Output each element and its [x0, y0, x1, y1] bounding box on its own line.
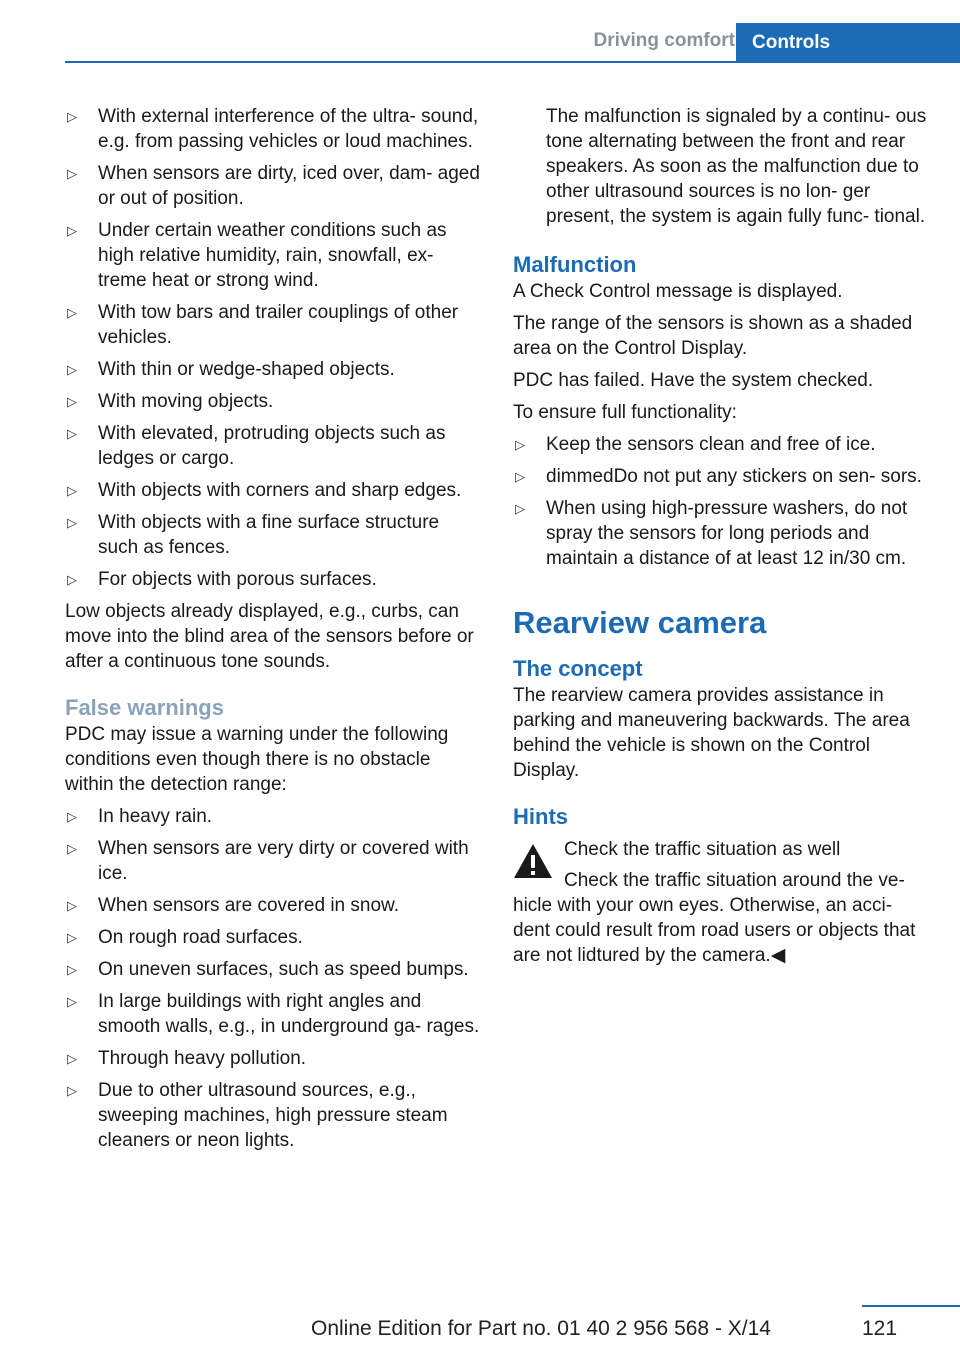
false-warnings-heading: False warnings: [65, 695, 224, 720]
concept-paragraph: The rearview camera provides assistance in parking and maneuvering backwards. The area behind the vehicle is shown on the Control Display.: [513, 685, 910, 781]
triangle-right-icon: ▷: [67, 962, 77, 977]
triangle-right-icon: ▷: [67, 572, 77, 587]
list-item: ▷ With objects with a fine surface structure such as fences.: [67, 512, 440, 558]
list-item: ▷ With tow bars and trailer couplings of other vehicles.: [67, 302, 459, 348]
malfunction-paragraph-2: The range of the sensors is shown as a shaded area on the Control Display.: [513, 313, 913, 359]
list-item: ▷ In heavy rain.: [67, 806, 213, 827]
triangle-right-icon: ▷: [67, 994, 77, 1009]
triangle-right-icon: ▷: [67, 305, 77, 320]
list-item: ▷ Through heavy pollution.: [67, 1048, 307, 1069]
section-title: Driving comfort: [593, 30, 735, 51]
warning-block: [513, 837, 928, 968]
footer-rule: [862, 1305, 960, 1307]
triangle-right-icon: ▷: [67, 898, 77, 913]
low-objects-paragraph: Low objects already displayed, e.g., curbs, can move into the blind area of the sensors before or after a continuous tone sounds.: [65, 601, 474, 672]
malfunction-signal-paragraph: The malfunction is signaled by a continu‐ ous tone alternating between the front and rear speakers. As soon as the malfunction due to other ultrasound sources is no lon‐ ger present, the system is again fully func‐ tional.: [546, 106, 927, 227]
malfunction-heading: Malfunction: [513, 252, 637, 277]
triangle-right-icon: ▷: [67, 1051, 77, 1066]
triangle-right-icon: ▷: [67, 1083, 77, 1098]
interference-list: [65, 104, 480, 592]
triangle-right-icon: ▷: [67, 515, 77, 530]
list-item: ▷ On rough road surfaces.: [67, 927, 303, 948]
triangle-right-icon: ▷: [67, 809, 77, 824]
warning-triangle-icon: [513, 843, 553, 879]
list-item: ▷ For objects with porous surfaces.: [67, 569, 377, 590]
left-column: [65, 104, 480, 1160]
false-warnings-intro: PDC may issue a warning under the following conditions even though there is no obstacle within the detection range:: [65, 724, 449, 795]
hints-heading: Hints: [513, 804, 568, 829]
triangle-right-icon: ▷: [67, 166, 77, 181]
list-item: ▷ When using high-pressure washers, do not spray the sensors for long periods and maintain a distance of at least 12 in/30 cm.: [515, 498, 908, 569]
triangle-right-icon: ▷: [67, 362, 77, 377]
list-item: ▷ With external interference of the ultra‐ sound, e.g. from passing vehicles or loud machines.: [67, 106, 479, 152]
list-item: ▷ When sensors are dirty, iced over, dam‐ aged or out of position.: [67, 163, 480, 209]
header-rule: [65, 61, 960, 63]
list-item: ▷ When sensors are very dirty or covered with ice.: [67, 838, 469, 884]
list-item: ▷ With moving objects.: [67, 391, 274, 412]
triangle-right-icon: ▷: [67, 109, 77, 124]
triangle-right-icon: ▷: [515, 437, 525, 452]
triangle-right-icon: ▷: [67, 223, 77, 238]
list-item: ▷ With thin or wedge-shaped objects.: [67, 359, 395, 380]
page-number: 121: [862, 1317, 898, 1340]
triangle-right-icon: ▷: [515, 501, 525, 516]
list-item: ▷ With elevated, protruding objects such as ledges or cargo.: [67, 423, 446, 469]
triangle-right-icon: ▷: [67, 930, 77, 945]
functionality-list: [513, 432, 928, 571]
concept-heading: The concept: [513, 656, 643, 681]
right-column: [513, 104, 928, 968]
malfunction-paragraph-4: To ensure full functionality:: [513, 402, 737, 423]
list-item: ▷ In large buildings with right angles and smooth walls, e.g., in underground ga‐ rages.: [67, 991, 480, 1037]
list-item: ▷ Due to other ultrasound sources, e.g., sweeping machines, high pressure steam cleaners or neon lights.: [67, 1080, 448, 1151]
chapter-tab: Controls: [736, 23, 960, 62]
list-item: ▷ Keep the sensors clean and free of ice.: [515, 434, 876, 455]
malfunction-paragraph-1: A Check Control message is displayed.: [513, 281, 843, 302]
triangle-right-icon: ▷: [67, 394, 77, 409]
page-header: [0, 0, 960, 62]
malfunction-paragraph-3: PDC has failed. Have the system checked.: [513, 370, 874, 391]
triangle-right-icon: ▷: [67, 426, 77, 441]
edition-note: Online Edition for Part no. 01 40 2 956 568 - X/14: [311, 1317, 771, 1340]
triangle-right-icon: ▷: [515, 469, 525, 484]
list-item: ▷ With objects with corners and sharp edges.: [67, 480, 462, 501]
list-item: ▷ Under certain weather conditions such as high relative humidity, rain, snowfall, ex‐ treme heat or strong wind.: [67, 220, 447, 291]
list-item: ▷ On uneven surfaces, such as speed bumps.: [67, 959, 469, 980]
false-warnings-list: [65, 804, 480, 1153]
warning-text: Check the traffic situation around the ve‐ hicle with your own eyes. Otherwise, an acci‐ dent could result from road users or objects that are not lidtured by the camera.◀: [513, 870, 916, 966]
list-item: ▷ dimmedDo not put any stickers on sen‐ sors.: [515, 466, 922, 487]
list-item: ▷ When sensors are covered in snow.: [67, 895, 399, 916]
triangle-right-icon: ▷: [67, 841, 77, 856]
triangle-right-icon: ▷: [67, 483, 77, 498]
warning-title: Check the traffic situation as well: [564, 839, 841, 860]
rearview-camera-heading: Rearview camera: [513, 605, 767, 640]
